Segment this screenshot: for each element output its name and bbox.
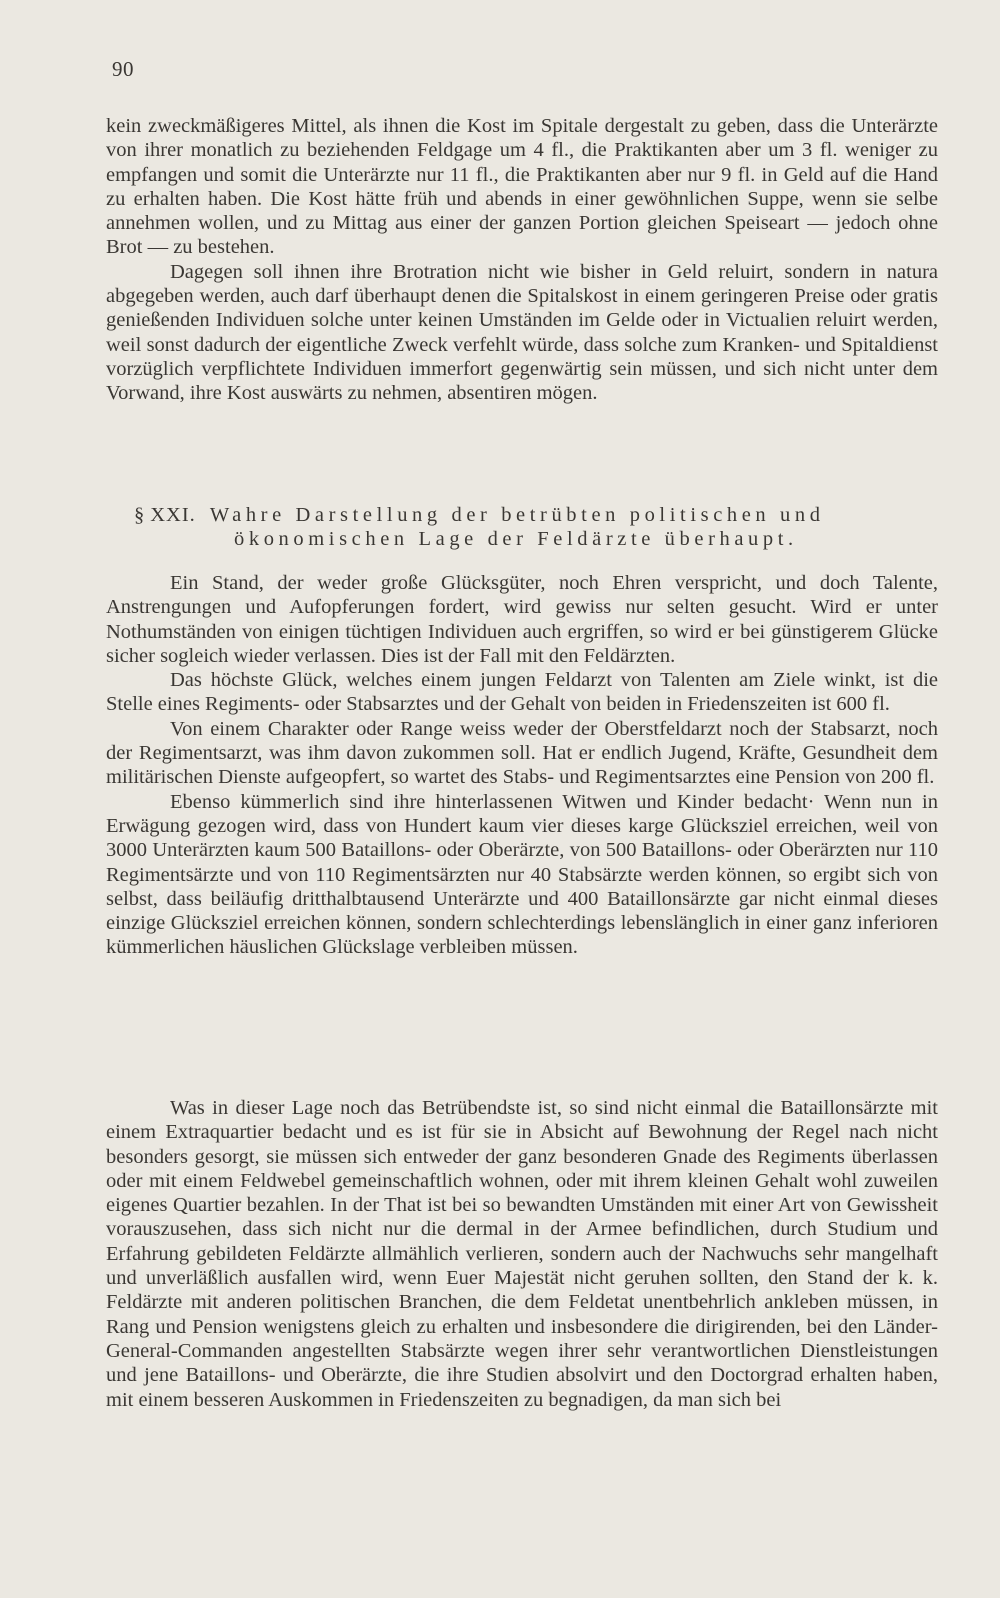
section-number: XXI. xyxy=(150,504,196,526)
section-title-line-2: ökonomischen Lage der Feldärzte überhaupt. xyxy=(234,528,798,551)
paragraph: Ebenso kümmerlich sind ihre hinterlassenen Witwen und Kinder bedacht· Wenn nun in Erwägung gezogen wird, dass von Hundert kaum vier dieses karge Glücksziel erreichen, weil von 3000 Unterärzten kaum 500 Bataillons- oder Oberärzte, von 500 Bataillons- oder Oberärzten nur 110 Regimentsärzte und von 110 Regimentsärzten nur 40 Stabsärzte werden können, so ergibt sich von selbst, dass beiläufig dritthalbtausend Unterärzte und 400 Bataillonsärzte gar nicht einmal dieses einzige Glücksziel erreichen können, sondern schlechterdings lebenslänglich in einer ganz inferioren kümmerlichen häuslichen Glückslage verbleiben müssen. xyxy=(106,790,938,959)
text-block-conclusion xyxy=(106,1096,938,1412)
paragraph: kein zweckmäßigeres Mittel, als ihnen die Kost im Spitale dergestalt zu geben, dass die Unterärzte von ihrer monatlich zu beziehenden Feldgage um 4 fl., die Praktikanten aber um 3 fl. weniger zu empfangen und somit die Unterärzte nur 11 fl., die Praktikanten aber nur 9 fl. in Geld auf die Hand zu erhalten haben. Die Kost hätte früh und abends in einer gewöhnlichen Suppe, wenn sie selbe annehmen wollen, und zu Mittag aus einer der ganzen Portion gleichen Speiseart — jedoch ohne Brot — zu bestehen. xyxy=(106,115,938,259)
section-heading-line-1 xyxy=(106,503,938,527)
paragraph: Was in dieser Lage noch das Betrübendste ist, so sind nicht einmal die Bataillonsärzte mit einem Extraquartier bedacht und es ist für sie in Absicht auf Bewohnung der Regel nach nicht besonders gesorgt, sie müssen sich entweder der ganz besonderen Gnade des Regiments überlassen oder mit einem Feldwebel gemeinschaftlich wohnen, oder mit ihrem kleinen Gehalt wohl zuweilen eigenes Quartier bezahlen. In der That ist bei so bewandten Umständen mit einer Art von Gewissheit vorauszusehen, dass sich nicht nur die dermal in der Armee befindlichen, durch Studium und Erfahrung gebildeten Feldärzte allmählich verlieren, sondern auch der Nachwuchs sehr mangelhaft und unverläßlich ausfallen wird, wenn Euer Majestät nicht geruhen sollten, den Stand der k. k. Feldärzte mit anderen politischen Branchen, die dem Feldetat unentbehrlich ankleben müssen, in Rang und Pension wenigstens gleich zu erhalten und insbesondere die dirigirenden, bei den Länder-General-Commanden angestellten Stabsärzte wegen ihrer sehr verantwortlichen Dienstleistungen und jene Bataillons- und Oberärzte, die ihre Studien absolvirt und den Doctorgrad erhalten haben, mit einem besseren Auskommen in Friedenszeiten zu begnadigen, da man sich bei xyxy=(106,1097,938,1411)
text-block-section-body xyxy=(106,571,938,960)
section-title-line-1: Wahre Darstellung der betrübten politischen und xyxy=(209,504,825,526)
paragraph: Das höchste Glück, welches einem jungen Feldarzt von Talenten am Ziele winkt, ist die Stelle eines Regiments- oder Stabsarztes und der Gehalt von beiden in Friedenszeiten ist 600 fl. xyxy=(106,669,938,716)
page-number: 90 xyxy=(112,57,134,81)
paragraph: Von einem Charakter oder Range weiss weder der Oberstfeldarzt noch der Stabsarzt, noch der Regimentsarzt, was ihm davon zukommen soll. Hat er endlich Jugend, Kräfte, Gesundheit dem militärischen Dienste aufgeopfert, so wartet des Stabs- und Regimentsarztes eine Pension von 200 fl. xyxy=(106,717,938,789)
section-heading xyxy=(106,503,938,552)
text-block-intro xyxy=(106,114,938,406)
paragraph: Ein Stand, der weder große Glücksgüter, noch Ehren verspricht, und doch Talente, Anstrengungen und Aufopferungen fordert, wird gewiss nur selten gesucht. Wird er unter Nothumständen von einigen tüchtigen Individuen auch ergriffen, so wird er bei günstigerem Glücke sicher sogleich wieder verlassen. Dies ist der Fall mit den Feldärzten. xyxy=(106,572,938,667)
section-mark: § xyxy=(134,504,145,526)
paragraph: Dagegen soll ihnen ihre Brotration nicht wie bisher in Geld reluirt, sondern in natura abgegeben werden, auch darf überhaupt denen die Spitalskost in einem geringeren Preise oder gratis genießenden Individuen solche unter keinen Umständen im Gelde oder in Victualien reluirt werden, weil sonst dadurch der eigentliche Zweck verfehlt würde, dass solche zum Kranken- und Spitaldienst vorzüglich verpflichtete Individuen immerfort gegenwärtig sein müssen, und sich nicht unter dem Vorwand, ihre Kost auswärts zu nehmen, absentiren mögen. xyxy=(106,260,938,405)
